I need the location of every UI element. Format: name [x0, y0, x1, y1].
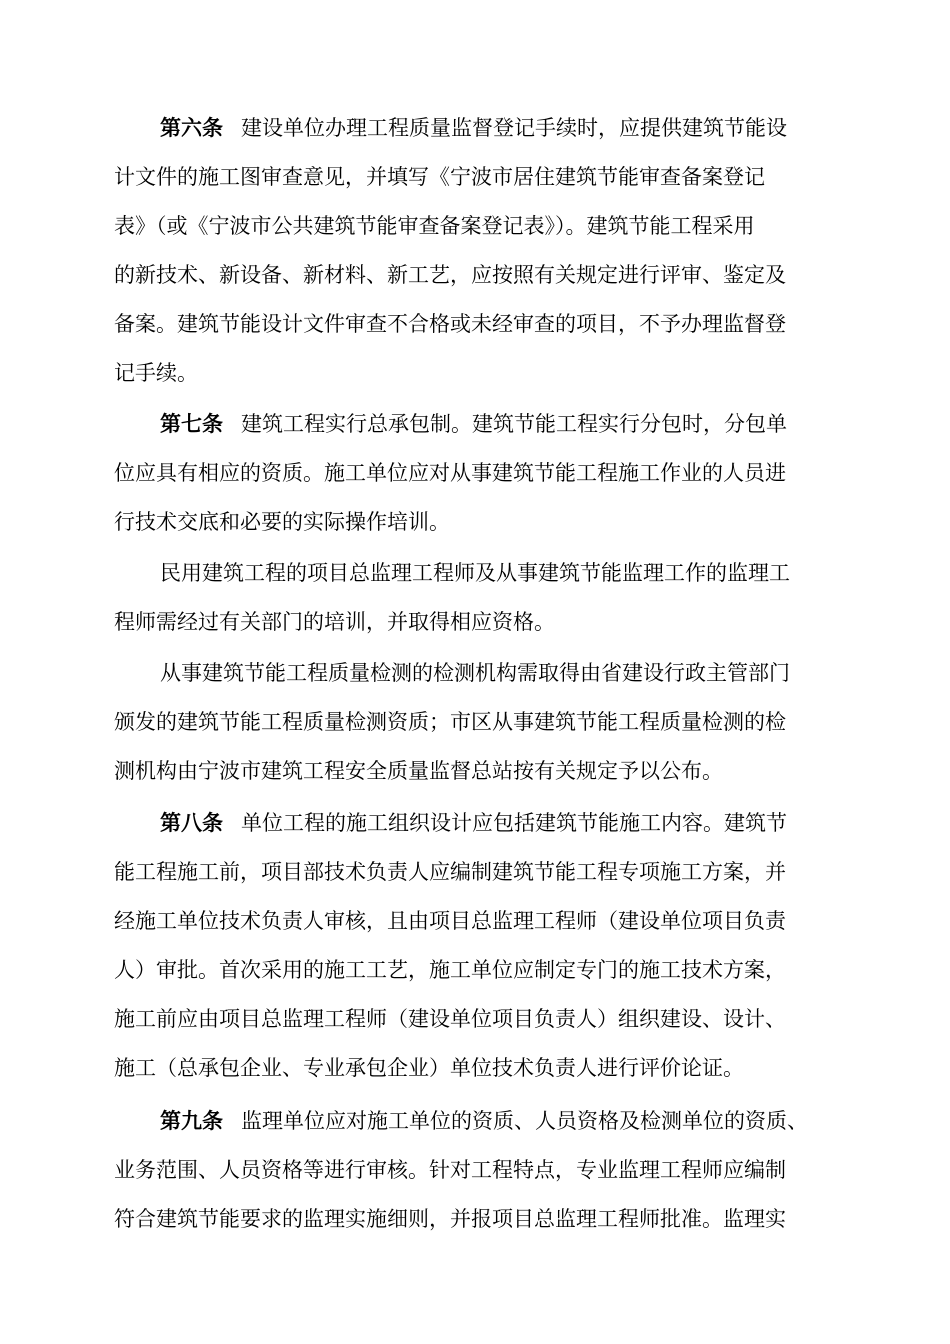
text-line: 业务范围、人员资格等进行审核。针对工程特点，专业监理工程师应编制 [114, 1158, 786, 1182]
text-line: 颁发的建筑节能工程质量检测资质；市区从事建筑节能工程质量检测的检 [114, 710, 786, 734]
article-8-line-1 [160, 808, 950, 838]
text-line: 位应具有相应的资质。施工单位应对从事建筑节能工程施工作业的人员进 [114, 461, 786, 485]
article-6-line-1 [160, 113, 950, 143]
article-6-line-3 [114, 211, 950, 241]
article-8-line-3 [114, 906, 950, 936]
text-line: 能工程施工前，项目部技术负责人应编制建筑节能工程专项施工方案，并 [114, 860, 786, 884]
text-line: 施工（总承包企业、专业承包企业）单位技术负责人进行评价论证。 [114, 1056, 744, 1080]
article-6-label: 第六条 [160, 116, 223, 140]
article-7-line-2 [114, 458, 950, 488]
text-line: 建筑工程实行总承包制。建筑节能工程实行分包时，分包单 [241, 412, 787, 436]
text-line: 建设单位办理工程质量监督登记手续时，应提供建筑节能设 [241, 116, 787, 140]
text-line: 记手续。 [114, 361, 198, 385]
text-line: 程师需经过有关部门的培训，并取得相应资格。 [114, 610, 555, 634]
text-line: 表》（或《宁波市公共建筑节能审查备案登记表》）。建筑节能工程采用 [114, 214, 755, 238]
article-6-line-5 [114, 309, 950, 339]
text-line: 测机构由宁波市建筑工程安全质量监督总站按有关规定予以公布。 [114, 759, 723, 783]
article-6-line-2 [114, 162, 950, 192]
paragraph-testing-line-3 [114, 756, 950, 786]
article-6-line-6 [114, 358, 950, 388]
article-8-line-5 [114, 1004, 950, 1034]
paragraph-supervisor-line-2 [114, 607, 950, 637]
text-line: 的新技术、新设备、新材料、新工艺，应按照有关规定进行评审、鉴定及 [114, 263, 786, 287]
paragraph-testing-line-1 [160, 658, 950, 688]
article-9-label: 第九条 [160, 1109, 223, 1133]
article-6-line-4 [114, 260, 950, 290]
article-8-line-6 [114, 1053, 950, 1083]
paragraph-testing-line-2 [114, 707, 950, 737]
text-line: 从事建筑节能工程质量检测的检测机构需取得由省建设行政主管部门 [160, 661, 790, 685]
text-line: 施工前应由项目总监理工程师（建设单位项目负责人）组织建设、设计、 [114, 1007, 786, 1031]
text-line: 计文件的施工图审查意见，并填写《宁波市居住建筑节能审查备案登记 [114, 165, 765, 189]
article-9-line-2 [114, 1155, 950, 1185]
text-line: 单位工程的施工组织设计应包括建筑节能施工内容。建筑节 [241, 811, 787, 835]
article-9-line-3 [114, 1204, 950, 1234]
article-8-line-4 [114, 955, 950, 985]
article-8-label: 第八条 [160, 811, 223, 835]
text-line: 行技术交底和必要的实际操作培训。 [114, 510, 450, 534]
article-8-line-2 [114, 857, 950, 887]
article-7-line-3 [114, 507, 950, 537]
text-line: 民用建筑工程的项目总监理工程师及从事建筑节能监理工作的监理工 [160, 561, 790, 585]
text-line: 备案。建筑节能设计文件审查不合格或未经审查的项目，不予办理监督登 [114, 312, 786, 336]
text-line: 人）审批。首次采用的施工工艺，施工单位应制定专门的施工技术方案， [114, 958, 786, 982]
article-7-label: 第七条 [160, 412, 223, 436]
article-7-line-1 [160, 409, 950, 439]
article-9-line-1 [160, 1106, 950, 1136]
text-line: 符合建筑节能要求的监理实施细则，并报项目总监理工程师批准。监理实 [114, 1207, 786, 1231]
text-line: 监理单位应对施工单位的资质、人员资格及检测单位的资质、 [241, 1109, 808, 1133]
paragraph-supervisor-line-1 [160, 558, 950, 588]
text-line: 经施工单位技术负责人审核，且由项目总监理工程师（建设单位项目负责 [114, 909, 786, 933]
